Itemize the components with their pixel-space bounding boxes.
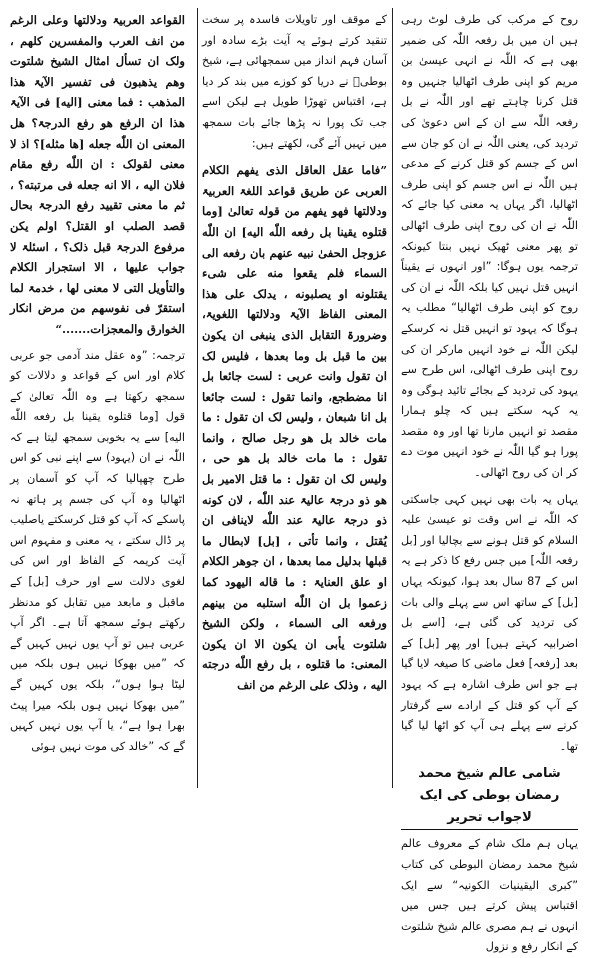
translation-paragraph: ترجمہ: ”وہ عقل مند آدمی جو عربی کلام اور اس کے قواعد و دلالات کو سمجھ رکھتا ہے وہ اللّٰہ تعالیٰ کے قول [وما قتلوه یقینا بل رفعه اللّٰه الیه] سے یہ بخوبی سمجھ لیتا ہے کہ اللّٰہ نے ان (یہود) سے اپنے نبی کو اس طرح چھپالیا کہ آپ کو آسمان پر اٹھالیا وہ آپ کی جسم پر ہاتھ نہ پاسکے کہ آپ کو قتل کرسکتے یاصلیب پر ڈال سکتے ، یہ معنی و مفہوم اس آیت کریمہ کے الفاظ اور اس کی لغوی دلالت سے اور حرف [بل] کے ماقبل و مابعد میں تقابل کو مدنظر رکھتے ہوئے سمجھ آتا ہے۔ اگر آپ عربی ہیں تو آپ یوں نہیں کہیں گے کہ ”میں بھوکا نہیں ہوں بلکہ میں لیٹا ہوا ہوں“، بلکہ یوں کہیں گے ”میں بھوکا نہیں ہوں بلکہ میرا پیٹ بھرا ہوا ہے“، یا آپ یوں نہیں کہیں گے کہ ”خالد کی موت نہیں ہوئی: [10, 348, 185, 753]
paragraph-right-1: روح کے مرکب کی طرف لوٹ رہی ہیں ان میں بل رفعہ اللّٰہ کی ضمیر بھی ہے کہ اللّٰہ نے انہی عیسیٰ بن مریم کو اپنی طرف اٹھالیا جنہیں وہ قتل کرنا چاہتے تھے اور اللّٰہ نے بل رفعہ اللّٰہ سے ان کے اس دعویٰ کی تردید کی، یعنی اللّٰہ نے ان کو جان سے اس کے جسم کو قتل کرنے کے مدعی ہیں اللّٰہ نے اس جسم کو اپنی طرف اٹھالیا، اگر یہاں یہ معنی کیا جائے کہ اللّٰہ نے ان کی روح اپنی طرف اٹھالی تو پھر معنی ٹھیک نہیں بنتا کیونکہ ترجمہ یوں ہوگا: ”اور انہوں نے یقیناً انہیں قتل نہیں کیا بلکہ اللّٰہ نے ان کی روح کو اپنی طرف اٹھالیا“ مطلب یہ ہوگا کہ یہود تو انہیں قتل نہ کرسکے لیکن اللّٰہ نے خود انہیں مارکر ان کی روح اپنی طرف اٹھالی، اس طرح سے یہود کی تردید کے بجائے تائید ہوگی وہ یہ کہہ سکتے ہیں کہ چلو ہمارا مقصد تو انہیں مارنا تھا اور وہ مقصد پورا ہو گیا اللّٰہ نے خود انہیں موت دے کر ان کی روح اٹھالی۔: [401, 13, 578, 480]
column-divider-right: [392, 8, 393, 788]
paragraph-middle-1: کے موقف اور تاویلات فاسدہ پر سخت تنقید کرتے ہوئے یہ آیت بڑے سادہ اور آسان فہم انداز میں سمجھائی ہے، شیخ بوطیؒ نے دریا کو کوزے میں بند کر دیا ہے، اقتباس تھوڑا طویل ہے لیکن اسے جب تک پورا نہ پڑھا جائے بات سمجھ میں نہیں آئے گی، لکھتے ہیں:: [202, 13, 387, 150]
arabic-quote-middle: ”فاما عقل العاقل الذی یفهم الکلام العربی عن طریق قواعد اللغۃ العربیۃ ودلالتها فهو یفهم من قوله تعالیٰ [وما قتلوه یقینا بل رفعه اللّٰه الیه] ان اللّٰه عزوجل الحفیٰ نبیه عنهم بان رفعه الی السماء فلم یقعوا منه علی شیء یقتلونه او یصلبونه ، یدلک علی هذا المعنی الفاظ الآیۃ ودلالتها اللغویۃ، وضرورۃ التقابل الذی ینبغی ان یکون بین ما قبل بل وما بعدها ، فلیس لک ان تقول وانت عربی : لست جائعا بل انا مضطجع، وانما تقول : لست جائعا بل انا شبعان ، ولیس لک ان تقول : ما مات خالد بل هو رجل صالح ، وانما تقول : ما مات خالد بل هو حی ، ولیس لک ان تقول : ما قتل الامیر بل هو ذو درجۃ عالیۃ عند اللّٰه ، لان کونه ذو درجۃ عالیۃ عند اللّٰه لاینافی ان یُقتل ، وانما تأتی ، [بل] لابطال ما قبلها بدلیل مما بعدها ، ان جوهر الکلام او علق العنایۃ : ما قاله الیهود کما زعموا بل ان اللّٰه استلبه من بینهم ورفعه الی السماء ، ولکن الشیخ شلتوت یأبی ان یکون الا ان یکون المعنی: ما قتلوه ، بل رفع اللّٰه درجته الیه ، وذلک علی الرغم من انف: [202, 163, 387, 692]
column-right: [401, 10, 578, 954]
paragraph-right-3: یہاں ہم ملک شام کے معروف عالم شیخ محمد رمضان البوطی کی کتاب ”کبری الیقینیات الکونیہ“ سے ایک اقتباس پیش کرتے ہیں جس میں انہوں نے ہم مصری عالم شیخ شلتوت کے انکار رفع و نزول: [401, 837, 578, 954]
column-left: [10, 10, 185, 788]
paragraph-right-2: یہاں یہ بات بھی نہیں کہی جاسکتی کہ اللّٰہ نے اس وقت تو عیسیٰ علیہ السلام کو قتل ہونے سے بچالیا اور [بل رفعہ اللّٰہ] میں جس رفع کا ذکر ہے یہ اس کے 87 سال بعد ہوا، کیونکہ یہاں [بل] کے ساتھ اس سے پہلے والی بات کی تردید کی گئی ہے، [اسے بل اضرابیہ کہتے ہیں] اور پھر [بل] کے بعد [رفعہ] فعل ماضی کا صیغہ لایا گیا ہے جو اس طرف اشارہ ہے کہ یہود کے آپ کو قتل کے ارادے سے گرفتار کرنے سے پہلے ہی آپ کو اٹھا لیا گیا تھا۔: [401, 492, 578, 753]
column-middle: [202, 10, 387, 788]
column-divider-left: [197, 8, 198, 788]
section-heading-text: شامی عالم شیخ محمد رمضان بوطی کی ایک لاجواب تحریر: [401, 763, 578, 830]
arabic-quote-left: القواعد العربیۃ ودلالتها وعلی الرغم من انف العرب والمفسرین کلهم ، ولک ان تسأل امثال الشیخ شلتوت وهم یذهبون فی تفسیر الآیۃ هذا المذهب : فما معنی [الیه] فی الآیۃ هذا ان الرفع هو رفع الدرجۃ؟ هل المعنی ان اللّٰه جعله [ها مثله]؟ اذ لا معنی لقولک : ان اللّٰه رفع مقام فلان الیه ، الا انه جعله فی مرتبته؟ ، ثم ما معنی تقیید رفع الدرجۃ بحال قصد الصلب او القتل؟ اولم یکن مرفوع الدرجۃ قبل ذلک؟ ، اسئلۃ لا جواب علیها ، الا استجرار الکلام والتأویل التی لا معنی لها ، خدمۃ لما استقرّ فی نفوسهم من مرض انکار الخوارق والمعجزات.......“: [10, 13, 185, 336]
section-heading: [401, 763, 578, 830]
